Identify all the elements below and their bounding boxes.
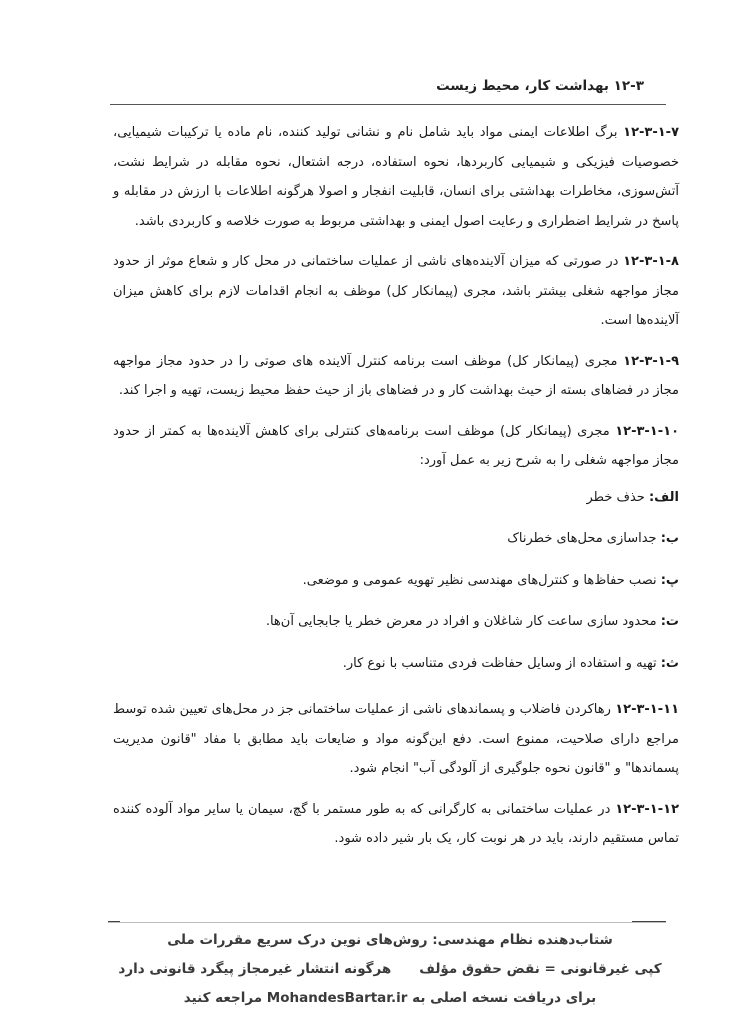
page-footer (100, 926, 680, 1013)
clause-12-3-1-12 (113, 795, 679, 854)
footer-copyright-notice (100, 955, 680, 984)
footer-divider (108, 922, 666, 923)
clause-12-3-1-11 (113, 695, 679, 784)
clause-text: رهاکردن فاضلاب و پسماندهای ناشی از عملیات ساختمانی جز در محل‌های تعیین شده توسط مراجع دارای صلاحیت، ممنوع است. دفع این‌گونه مواد و ضایعات باید مطابق با مفاد "قانون مدیریت پسماندها" و "قانون نحوه جلوگیری از آلودگی آب" انجام شود. (113, 702, 679, 776)
footer-tagline: شتاب‌دهنده نظام مهندسی: روش‌های نوین درک سریع مقررات ملی (167, 932, 613, 948)
list-item (113, 529, 679, 549)
clause-text: مجری (پیمانکار کل) موظف است برنامه کنترل آلاینده های صوتی را در حدود مجاز مواجهه مجاز در فضاهای بسته از حیث بهداشت کار و در فضاهای باز از حیث حفظ محیط زیست، تهیه و اجرا کند. (113, 353, 679, 398)
clause-number: ۱۲-۳-۱-۹ (623, 353, 679, 369)
clause-number: ۱۲-۳-۱-۱۲ (615, 801, 679, 817)
section-header-title: ۱۲-۳ بهداشت کار، محیط زیست (436, 78, 644, 94)
control-measures-list (113, 488, 679, 674)
header-divider (110, 104, 666, 105)
list-item-text: نصب حفاظ‌ها و کنترل‌های مهندسی نظیر تهویه عمومی و موضعی. (302, 572, 657, 588)
clause-number: ۱۲-۳-۱-۸ (623, 254, 679, 269)
clause-12-3-1-10 (113, 417, 679, 476)
clause-number: ۱۲-۳-۱-۱۰ (615, 423, 679, 439)
footer-divider-left-segment (108, 921, 120, 922)
list-item-label: پ: (660, 572, 679, 588)
list-item (113, 654, 679, 674)
footer-divider-right-segment (632, 921, 666, 922)
clause-12-3-1-9 (113, 347, 679, 406)
list-item-label: ت: (660, 614, 679, 629)
list-item-text: جداسازی محل‌های خطرناک (507, 531, 657, 546)
list-item-label: ب: (660, 531, 679, 546)
footer-source-notice (100, 984, 680, 1013)
clause-number: ۱۲-۳-۱-۱۱ (615, 702, 679, 717)
clause-12-3-1-7 (113, 118, 679, 236)
list-item-text: تهیه و استفاده از وسایل حفاظت فردی متناسب با نوع کار. (342, 655, 657, 671)
list-item-label: الف: (648, 489, 679, 505)
clause-text: برگ اطلاعات ایمنی مواد باید شامل نام و نشانی تولید کننده، نام ماده یا ترکیبات شیمیایی، خصوصیات فیزیکی و شیمیایی کاربردها، نحوه استفاده، درجه اشتعال، نحوه مقابله در شرایط نشت، آتش‌سوزی، مخاطرات بهداشتی برای انسان، قابلیت انفجار و اصولا هرگونه اطلاعات با ارزش در مقابله و پاسخ در شرایط اضطراری و رعایت اصول ایمنی و بهداشتی مربوط به صورت خلاصه و کاربردی باشد. (113, 125, 679, 229)
list-item (113, 612, 679, 632)
clause-number: ۱۲-۳-۱-۷ (623, 125, 679, 140)
clause-text: در صورتی که میزان آلاینده‌های ناشی از عملیات ساختمانی در محل کار و شعاع موثر از حدود مجاز مواجهه شغلی بیشتر باشد، مجری (پیمانکار کل) موظف به انجام اقدامات لازم برای کاهش میزان آلاینده‌ها است. (113, 254, 679, 328)
footer-copyright-part1: کپی غیرقانونی = نقض حقوق مؤلف (419, 961, 662, 977)
clause-12-3-1-8 (113, 247, 679, 336)
clause-text: مجری (پیمانکار کل) موظف است برنامه‌های کنترلی برای کاهش آلاینده‌ها به کمتر از حدود مجاز مواجهه شغلی را به شرح زیر به عمل آورد: (113, 423, 679, 468)
page-content (113, 118, 679, 865)
clause-text: در عملیات ساختمانی به کارگرانی که به طور مستمر با گچ، سیمان یا سایر مواد آلوده کننده تماس مستقیم دارند، باید در هر نوبت کار، یک بار شیر داده شود. (113, 801, 679, 846)
list-item (113, 488, 679, 508)
list-item-text: حذف خطر (586, 489, 645, 505)
list-item-label: ث: (660, 655, 679, 671)
footer-source-part2: مراجعه کنید (183, 990, 263, 1006)
footer-source-part1: برای دریافت نسخه اصلی به (412, 990, 597, 1006)
footer-copyright-part2: هرگونه انتشار غیرمجاز پیگرد قانونی دارد (118, 961, 392, 977)
list-item-text: محدود سازی ساعت کار شاغلان و افراد در معرض خطر یا جابجایی آن‌ها. (265, 614, 657, 629)
footer-website-link[interactable]: MohandesBartar.ir (266, 990, 408, 1006)
list-item (113, 571, 679, 591)
